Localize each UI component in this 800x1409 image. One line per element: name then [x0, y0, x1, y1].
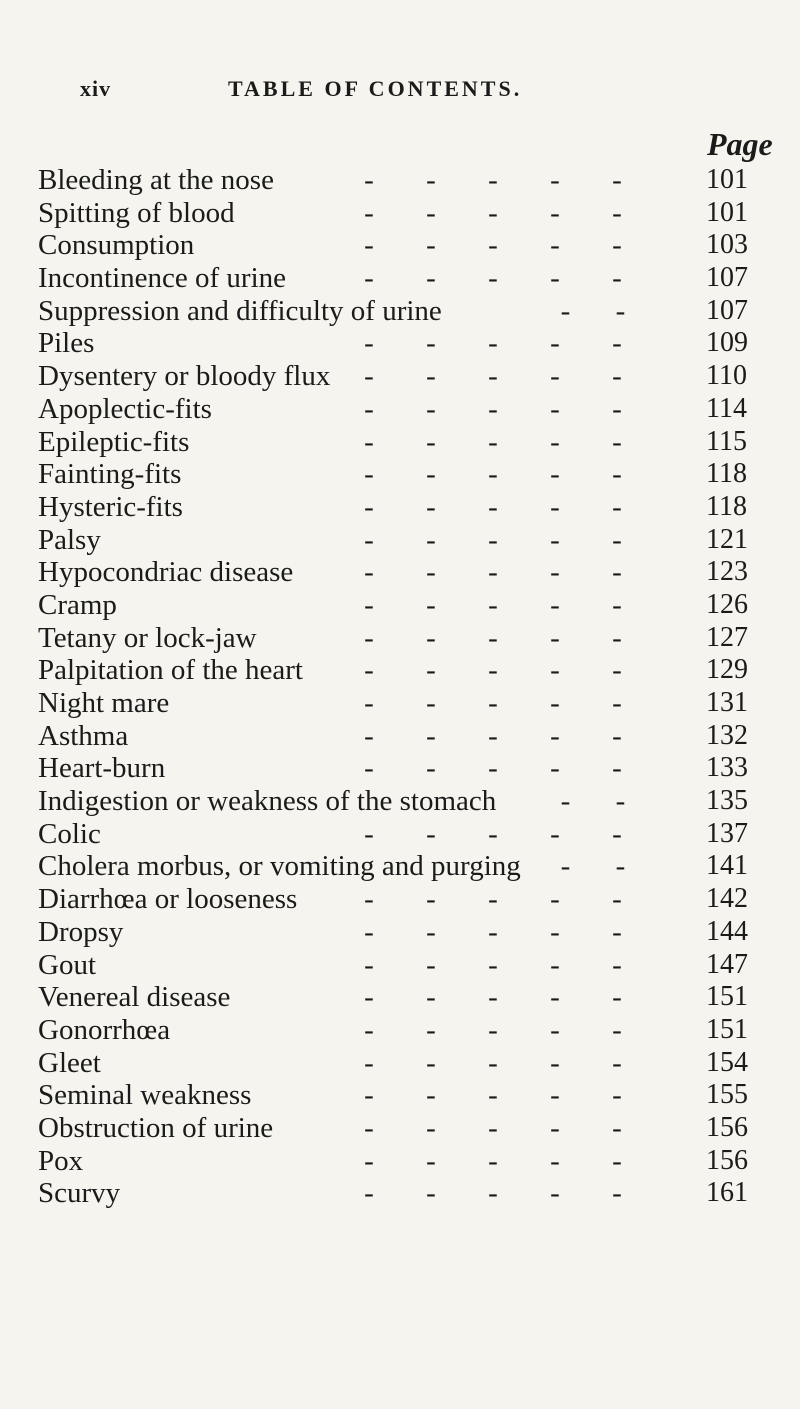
entry-page-number: 137 — [706, 817, 748, 849]
leader-dashes: - - — [560, 294, 626, 327]
leader-dashes: - - - - - — [364, 490, 622, 523]
leader-dashes: - - - - - — [364, 458, 622, 491]
leader-dashes: - - - - - — [364, 1013, 622, 1046]
entry-page-number: 110 — [706, 360, 747, 392]
contents-entry — [38, 1177, 768, 1210]
entry-page-number: 114 — [706, 392, 747, 424]
contents-entry — [38, 818, 768, 851]
contents-list — [38, 164, 768, 1210]
leader-dashes: - - - - - — [364, 948, 622, 981]
entry-title: Dysentery or bloody flux — [38, 360, 331, 393]
entry-page-number: 115 — [706, 425, 747, 457]
entry-page-number: 133 — [706, 752, 748, 784]
contents-entry — [38, 622, 768, 655]
contents-entry — [38, 556, 768, 589]
entry-page-number: 118 — [706, 490, 747, 522]
entry-page-number: 101 — [706, 196, 748, 228]
contents-entry — [38, 1112, 768, 1145]
entry-title: Venereal disease — [38, 981, 231, 1014]
entry-page-number: 147 — [706, 948, 748, 980]
leader-dashes: - - - - - — [364, 1079, 622, 1112]
contents-entry — [38, 1014, 768, 1047]
contents-entry — [38, 883, 768, 916]
leader-dashes: - - - - - — [364, 1046, 622, 1079]
leader-dashes: - - - - - — [364, 654, 622, 687]
entry-page-number: 109 — [706, 327, 748, 359]
entry-title: Pox — [38, 1144, 84, 1177]
entry-title: Cramp — [38, 588, 117, 621]
leader-dashes: - - - - - — [364, 1144, 622, 1177]
leader-dashes: - - - - - — [364, 425, 622, 458]
contents-entry — [38, 687, 768, 720]
contents-entry — [38, 1079, 768, 1112]
contents-entry — [38, 1145, 768, 1178]
leader-dashes: - - - - - — [364, 883, 622, 916]
entry-title: Scurvy — [38, 1177, 121, 1210]
contents-entry — [38, 949, 768, 982]
page-number: xiv — [80, 76, 112, 101]
entry-page-number: 118 — [706, 458, 747, 490]
page-header — [0, 76, 800, 116]
entry-page-number: 151 — [706, 1013, 748, 1045]
entry-page-number: 155 — [706, 1079, 748, 1111]
leader-dashes: - - - - - — [364, 392, 622, 425]
entry-page-number: 127 — [706, 621, 748, 653]
entry-page-number: 135 — [706, 785, 748, 817]
entry-title: Spitting of blood — [38, 196, 235, 229]
entry-title: Fainting-fits — [38, 458, 182, 491]
entry-page-number: 123 — [706, 556, 748, 588]
entry-page-number: 141 — [706, 850, 748, 882]
contents-entry — [38, 785, 768, 818]
entry-title: Palsy — [38, 523, 101, 556]
contents-entry — [38, 426, 768, 459]
contents-entry — [38, 164, 768, 197]
entry-title: Epileptic-fits — [38, 425, 190, 458]
leader-dashes: - - — [560, 850, 626, 883]
leader-dashes: - - - - - — [364, 229, 622, 262]
entry-title: Obstruction of urine — [38, 1111, 274, 1144]
page-column-label: Page — [707, 126, 773, 162]
leader-dashes: - - - - - — [364, 817, 622, 850]
entry-title: Dropsy — [38, 915, 124, 948]
entry-title: Gout — [38, 948, 96, 981]
entry-page-number: 101 — [706, 164, 748, 195]
leader-dashes: - - - - - — [364, 981, 622, 1014]
leader-dashes: - - — [560, 785, 626, 818]
entry-title: Gonorrhœa — [38, 1013, 171, 1046]
entry-title: Tetany or lock-jaw — [38, 621, 257, 654]
entry-page-number: 131 — [706, 687, 748, 718]
entry-title: Diarrhœa or looseness — [38, 883, 298, 916]
entry-title: Consumption — [38, 229, 195, 262]
leader-dashes: - - - - - — [364, 327, 622, 360]
leader-dashes: - - - - - — [364, 262, 622, 295]
entry-page-number: 107 — [706, 294, 748, 326]
leader-dashes: - - - - - — [364, 752, 622, 785]
leader-dashes: - - - - - — [364, 523, 622, 556]
entry-page-number: 103 — [706, 229, 748, 261]
entry-page-number: 132 — [706, 719, 748, 751]
leader-dashes: - - - - - — [364, 719, 622, 752]
leader-dashes: - - - - - — [364, 588, 622, 621]
leader-dashes: - - - - - — [364, 915, 622, 948]
contents-entry — [38, 295, 768, 328]
entry-title: Apoplectic-fits — [38, 392, 212, 425]
entry-page-number: 144 — [706, 915, 748, 947]
entry-title: Colic — [38, 817, 101, 850]
contents-entry — [38, 1047, 768, 1080]
leader-dashes: - - - - - — [364, 196, 622, 229]
contents-entry — [38, 752, 768, 785]
entry-title: Bleeding at the nose — [38, 164, 274, 196]
entry-page-number: 156 — [706, 1111, 748, 1143]
entry-page-number: 151 — [706, 981, 748, 1013]
entry-page-number: 154 — [706, 1046, 748, 1078]
entry-title: Suppression and difficulty of urine — [38, 294, 442, 327]
entry-title: Hypocondriac disease — [38, 556, 294, 589]
entry-title: Indigestion or weakness of the stomach — [38, 785, 497, 818]
entry-title: Cholera morbus, or vomiting and purging — [38, 850, 521, 883]
entry-page-number: 161 — [706, 1177, 748, 1209]
contents-entry — [38, 491, 768, 524]
entry-title: Heart-burn — [38, 752, 166, 785]
contents-entry — [38, 589, 768, 622]
entry-page-number: 156 — [706, 1144, 748, 1176]
contents-entry — [38, 524, 768, 557]
leader-dashes: - - - - - — [364, 1177, 622, 1210]
contents-entry — [38, 360, 768, 393]
leader-dashes: - - - - - — [364, 164, 622, 196]
entry-title: Seminal weakness — [38, 1079, 252, 1112]
leader-dashes: - - - - - — [364, 1111, 622, 1144]
contents-entry — [38, 654, 768, 687]
leader-dashes: - - - - - — [364, 687, 622, 719]
entry-page-number: 121 — [706, 523, 748, 555]
entry-title: Hysteric-fits — [38, 490, 183, 523]
entry-title: Palpitation of the heart — [38, 654, 303, 687]
contents-entry — [38, 916, 768, 949]
running-title: TABLE OF CONTENTS. — [228, 76, 523, 101]
leader-dashes: - - - - - — [364, 621, 622, 654]
entry-title: Gleet — [38, 1046, 101, 1079]
contents-entry — [38, 458, 768, 491]
entry-page-number: 126 — [706, 588, 748, 620]
contents-entry — [38, 197, 768, 230]
entry-page-number: 129 — [706, 654, 748, 686]
entry-page-number: 142 — [706, 883, 748, 915]
contents-entry — [38, 981, 768, 1014]
contents-entry — [38, 229, 768, 262]
entry-title: Incontinence of urine — [38, 262, 287, 295]
contents-entry — [38, 327, 768, 360]
entry-page-number: 107 — [706, 262, 748, 294]
contents-entry — [38, 393, 768, 426]
entry-title: Night mare — [38, 687, 170, 719]
contents-entry — [38, 720, 768, 753]
contents-entry — [38, 262, 768, 295]
contents-entry — [38, 850, 768, 883]
leader-dashes: - - - - - — [364, 556, 622, 589]
entry-title: Asthma — [38, 719, 129, 752]
entry-title: Piles — [38, 327, 95, 360]
leader-dashes: - - - - - — [364, 360, 622, 393]
